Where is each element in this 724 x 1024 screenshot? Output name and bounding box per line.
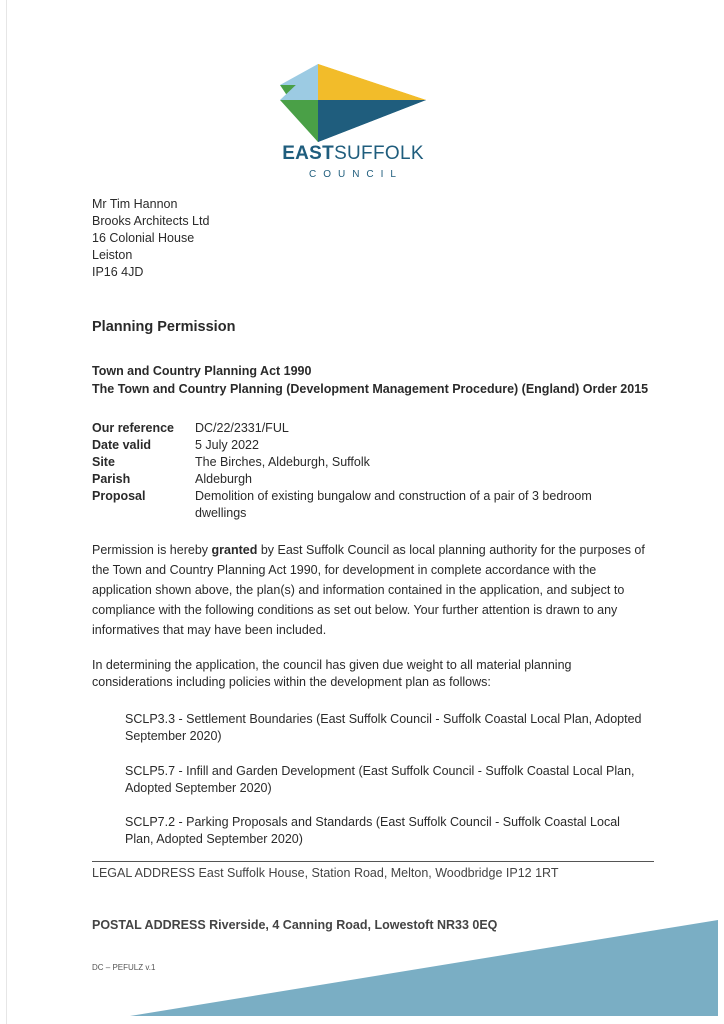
act-heading: Town and Country Planning Act 1990 (92, 364, 312, 378)
policy-item: SCLP3.3 - Settlement Boundaries (East Suffolk Council - Suffolk Coastal Local Plan, Adopted September 2020) (125, 712, 642, 743)
detail-label: Site (92, 455, 115, 469)
address-line: Mr Tim Hannon (92, 197, 178, 211)
act-heading: The Town and Country Planning (Development Management Procedure) (England) Order 2015 (92, 382, 649, 396)
detail-value: Aldeburgh (195, 472, 252, 486)
address-line: 16 Colonial House (92, 231, 195, 245)
determining-paragraph: In determining the application, the council has given due weight to all material planning considerations including policies within the development plan as follows: (92, 658, 572, 689)
detail-label: Proposal (92, 489, 146, 503)
legal-address: LEGAL ADDRESS East Suffolk House, Station Road, Melton, Woodbridge IP12 1RT (92, 866, 559, 880)
detail-label: Date valid (92, 438, 152, 452)
policy-item: SCLP5.7 - Infill and Garden Development (East Suffolk Council - Suffolk Coastal Local Plan, Adopted September 2020) (125, 764, 635, 795)
detail-label: Parish (92, 472, 131, 486)
logo-subtitle: COUNCIL (308, 169, 403, 180)
detail-value: The Birches, Aldeburgh, Suffolk (195, 455, 370, 469)
document-title: Planning Permission (92, 319, 236, 335)
detail-value: Demolition of existing bungalow and construction of a pair of 3 bedroom dwellings (195, 489, 592, 520)
permission-paragraph: Permission is hereby granted by East Suffolk Council as local planning authority for the purposes of the Town and Country Planning Act 1990, for development in complete accordance with the application shown above, the plan(s) and information contained in the application, and subject to compliance with the following conditions as set out below. Your further attention is drawn to any informatives that may have been included. (92, 543, 645, 637)
logo-wordmark: EASTSUFFOLK (282, 143, 424, 164)
address-line: Brooks Architects Ltd (92, 214, 210, 228)
form-code: DC – PEFULZ v.1 (92, 963, 156, 972)
detail-label: Our reference (92, 421, 174, 435)
address-line: IP16 4JD (92, 265, 144, 279)
address-line: Leiston (92, 248, 133, 262)
postal-address: POSTAL ADDRESS Riverside, 4 Canning Road, Lowestoft NR33 0EQ (92, 918, 498, 932)
detail-value: DC/22/2331/FUL (195, 421, 289, 435)
policy-item: SCLP7.2 - Parking Proposals and Standards (East Suffolk Council - Suffolk Coastal Local Plan, Adopted September 2020) (125, 815, 620, 846)
detail-value: 5 July 2022 (195, 438, 259, 452)
